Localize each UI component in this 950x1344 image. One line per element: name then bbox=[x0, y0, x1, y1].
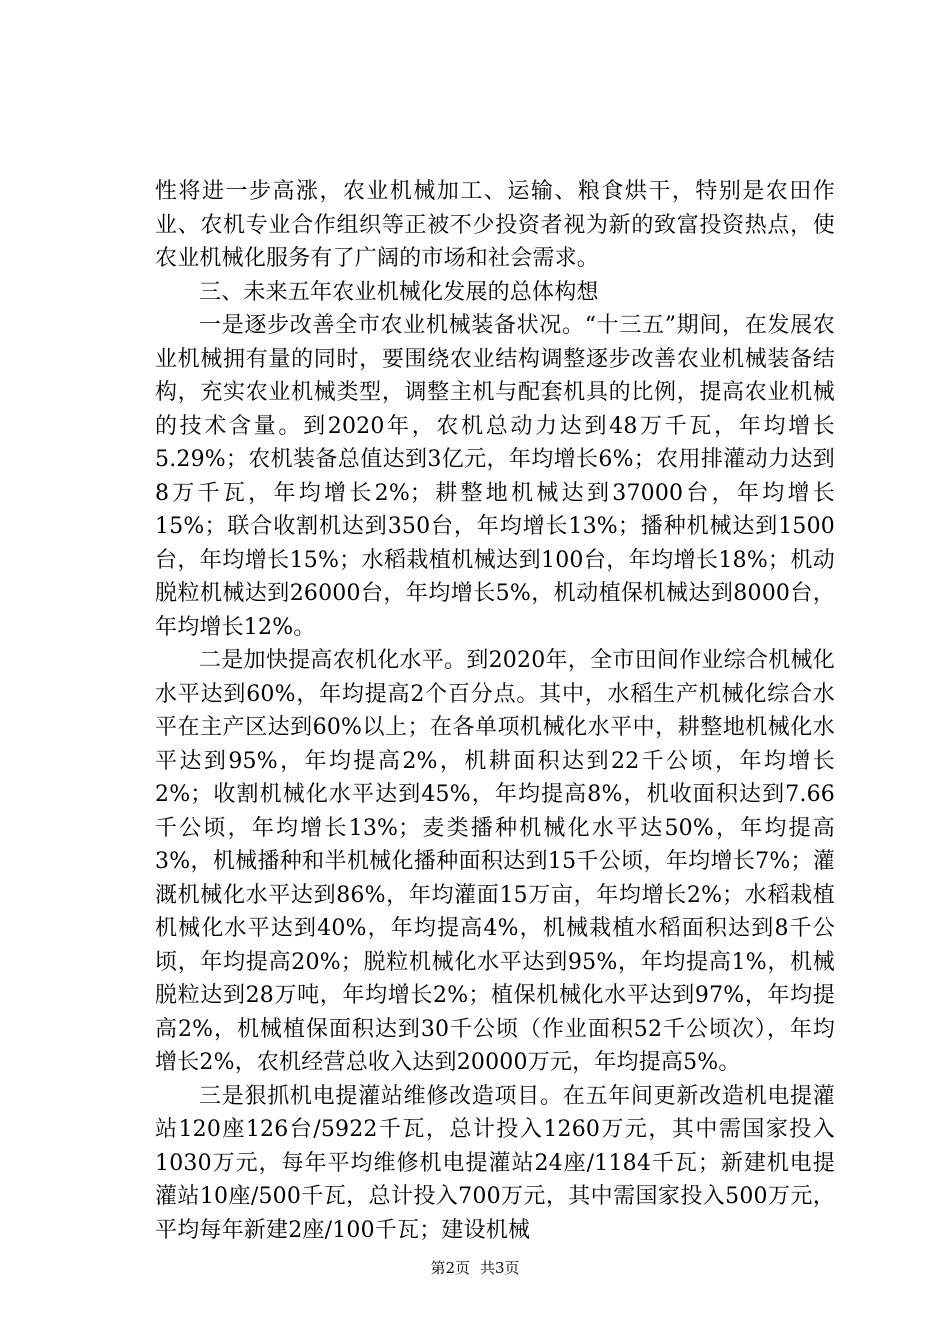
paragraph-equipment: 一是逐步改善全市农业机械装备状况。“十三五”期间，在发展农业机械拥有量的同时，要围绕农业结构调整逐步改善农业机械装备结构，充实农业机械类型，调整主机与配套机具的比例，提高农业机械的技术含量。到2020年，农机总动力达到48万千瓦，年均增长5.29%；农机装备总值达到3亿元，年均增长6%；农用排灌动力达到8万千瓦，年均增长2%；耕整地机械达到37000台，年均增长15%；联合收割机达到350台，年均增长13%；播种机械达到1500台，年均增长15%；水稻栽植机械达到100台，年均增长18%；机动脱粒机械达到26000台，年均增长5%，机动植保机械达到8000台，年均增长12%。 bbox=[155, 313, 835, 640]
paragraph-irrigation-stations: 三是狠抓机电提灌站维修改造项目。在五年间更新改造机电提灌站120座126台/5922千瓦，总计投入1260万元，其中需国家投入1030万元，每年平均维修机电提灌站24座/1184千瓦；新建机电提灌站10座/500千瓦，总计投入700万元，其中需国家投入500万元，平均每年新建2座/100千瓦；建设机械 bbox=[155, 1083, 835, 1243]
document-body bbox=[155, 175, 835, 1247]
paragraph-mechanization-level: 二是加快提高农机化水平。到2020年，全市田间作业综合机械化水平达到60%，年均提高2个百分点。其中，水稻生产机械化综合水平在主产区达到60%以上；在各单项机械化水平中，耕整地机械化水平达到95%，年均提高2%，机耕面积达到22千公顷，年均增长2%；收割机械化水平达到45%，年均提高8%，机收面积达到7.66千公顷，年均增长13%；麦类播种机械化水平达50%，年均提高3%，机械播种和半机械化播种面积达到15千公顷，年均增长7%；灌溉机械化水平达到86%，年均灌面15万亩，年均增长2%；水稻栽植机械化水平达到40%，年均提高4%，机械栽植水稻面积达到8千公顷，年均提高20%；脱粒机械化水平达到95%，年均提高1%，机械脱粒达到28万吨，年均增长2%；植保机械化水平达到97%，年均提高2%，机械植保面积达到30千公顷（作业面积52千公顷次），年均增长2%，农机经营总收入达到20000万元，年均提高5%。 bbox=[155, 648, 835, 1075]
page-number: 第2页 bbox=[430, 1259, 470, 1277]
section-heading: 三、未来五年农业机械化发展的总体构想 bbox=[199, 279, 599, 305]
page-footer bbox=[0, 1258, 950, 1278]
page-total: 共3页 bbox=[480, 1259, 520, 1277]
paragraph-continuation: 性将进一步高涨，农业机械加工、运输、粮食烘干，特别是农田作业、农机专业合作组织等正被不少投资者视为新的致富投资热点，使农业机械化服务有了广阔的市场和社会需求。 bbox=[155, 179, 835, 271]
